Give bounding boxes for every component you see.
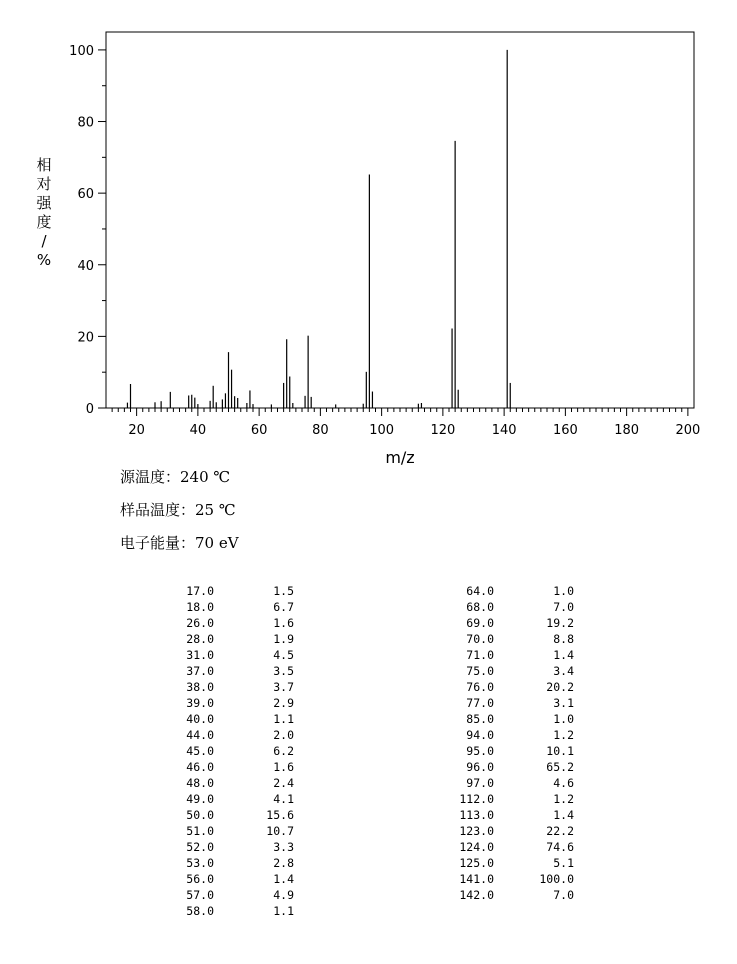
x-tick-label: 60 [250, 423, 268, 438]
peak-intensity: 6.7 [273, 600, 294, 614]
peak-row [459, 759, 574, 775]
peak-intensity: 2.9 [273, 696, 294, 710]
peak-row [179, 823, 294, 839]
peak-row [179, 871, 294, 887]
peak-intensity: 19.2 [546, 616, 574, 630]
peak-mz: 39.0 [186, 696, 214, 710]
peak-mz: 71.0 [466, 648, 494, 662]
peak-intensity: 15.6 [266, 808, 294, 822]
peak-row [179, 759, 294, 775]
peak-mz: 125.0 [459, 856, 494, 870]
y-tick-label: 40 [77, 258, 94, 274]
peak-row [459, 631, 574, 647]
peak-intensity: 1.2 [553, 792, 574, 806]
peak-intensity: 10.7 [266, 824, 294, 838]
peak-row [459, 871, 574, 887]
peak-intensity: 1.4 [553, 808, 574, 822]
peak-mz: 70.0 [466, 632, 494, 646]
peak-row [179, 903, 294, 919]
peak-row [179, 631, 294, 647]
peak-intensity: 1.6 [273, 760, 294, 774]
peak-mz: 68.0 [466, 600, 494, 614]
peak-row [459, 583, 574, 599]
peak-mz: 95.0 [466, 744, 494, 758]
peak-mz: 77.0 [466, 696, 494, 710]
peak-row [459, 615, 574, 631]
peak-intensity: 1.4 [273, 872, 294, 886]
y-tick-label: 80 [77, 115, 94, 131]
y-axis-label: 相对强度/ % [36, 156, 52, 269]
peak-mz: 51.0 [186, 824, 214, 838]
peak-mz: 50.0 [186, 808, 214, 822]
peak-intensity: 4.1 [273, 792, 294, 806]
peak-row [459, 711, 574, 727]
peak-mz: 85.0 [466, 712, 494, 726]
peak-row [459, 743, 574, 759]
peak-mz: 48.0 [186, 776, 214, 790]
peak-intensity: 4.9 [273, 888, 294, 902]
peak-row [179, 615, 294, 631]
peak-mz: 38.0 [186, 680, 214, 694]
peak-mz: 75.0 [466, 664, 494, 678]
peak-row [179, 775, 294, 791]
peak-mz: 26.0 [186, 616, 214, 630]
x-tick-label: 120 [430, 423, 456, 438]
peak-mz: 28.0 [186, 632, 214, 646]
x-tick-label: 40 [189, 423, 207, 438]
peak-intensity: 3.4 [553, 664, 574, 678]
sample-temperature: 样品温度：25 ℃ [120, 501, 236, 519]
peak-mz: 76.0 [466, 680, 494, 694]
peak-mz: 113.0 [459, 808, 494, 822]
mass-spectrum-chart [0, 0, 737, 470]
source-temperature: 源温度：240 ℃ [120, 468, 231, 486]
peak-mz: 37.0 [186, 664, 214, 678]
x-tick-label: 20 [128, 423, 145, 438]
peak-row [179, 807, 294, 823]
peak-mz: 96.0 [466, 760, 494, 774]
plot-frame [106, 32, 694, 408]
y-tick-label: 20 [77, 330, 94, 346]
x-axis-label: m/z [385, 448, 415, 467]
x-tick-label: 140 [491, 423, 517, 438]
peak-mz: 44.0 [186, 728, 214, 742]
peak-mz: 49.0 [186, 792, 214, 806]
peak-intensity: 6.2 [273, 744, 294, 758]
peak-intensity: 1.6 [273, 616, 294, 630]
x-tick-label: 160 [552, 423, 578, 438]
peak-intensity: 2.8 [273, 856, 294, 870]
y-tick-label: 0 [85, 402, 94, 417]
peak-intensity: 1.9 [273, 632, 294, 646]
peak-intensity: 3.1 [553, 696, 574, 710]
peak-row [179, 679, 294, 695]
peak-mz: 53.0 [186, 856, 214, 870]
peak-mz: 141.0 [459, 872, 494, 886]
peak-row [179, 855, 294, 871]
peak-row [179, 711, 294, 727]
peak-row [459, 855, 574, 871]
peak-mz: 57.0 [186, 888, 214, 902]
peak-row [459, 695, 574, 711]
peak-table-left [179, 583, 294, 919]
x-tick-label: 180 [614, 423, 640, 438]
peak-mz: 18.0 [186, 600, 214, 614]
peak-mz: 69.0 [466, 616, 494, 630]
peak-intensity: 1.1 [273, 712, 294, 726]
electron-energy: 电子能量：70 eV [120, 534, 239, 552]
peak-row [179, 663, 294, 679]
peak-row [179, 583, 294, 599]
peak-intensity: 2.0 [273, 728, 294, 742]
peak-mz: 56.0 [186, 872, 214, 886]
peak-intensity: 74.6 [546, 840, 574, 854]
peak-row [179, 839, 294, 855]
peak-row [459, 599, 574, 615]
peak-intensity: 1.5 [273, 584, 294, 598]
peak-row [179, 791, 294, 807]
peak-table-right [459, 583, 574, 903]
peak-intensity: 4.5 [273, 648, 294, 662]
peak-row [459, 791, 574, 807]
peak-row [459, 839, 574, 855]
peak-intensity: 3.3 [273, 840, 294, 854]
peak-row [459, 679, 574, 695]
peak-intensity: 7.0 [553, 888, 574, 902]
peak-row [179, 727, 294, 743]
peak-row [459, 823, 574, 839]
peak-mz: 94.0 [466, 728, 494, 742]
peak-row [179, 599, 294, 615]
peak-intensity: 3.5 [273, 664, 294, 678]
peak-row [459, 807, 574, 823]
peak-row [459, 887, 574, 903]
peak-intensity: 1.0 [553, 712, 574, 726]
x-tick-label: 200 [675, 423, 701, 438]
peak-intensity: 1.1 [273, 904, 294, 918]
peak-row [179, 887, 294, 903]
peak-row [459, 647, 574, 663]
peak-intensity: 4.6 [553, 776, 574, 790]
peak-mz: 45.0 [186, 744, 214, 758]
peak-mz: 40.0 [186, 712, 214, 726]
peak-mz: 52.0 [186, 840, 214, 854]
peak-row [179, 695, 294, 711]
peak-row [179, 743, 294, 759]
peak-mz: 17.0 [186, 584, 214, 598]
peak-row [179, 647, 294, 663]
peak-mz: 124.0 [459, 840, 494, 854]
peak-mz: 46.0 [186, 760, 214, 774]
peak-intensity: 3.7 [273, 680, 294, 694]
peak-mz: 142.0 [459, 888, 494, 902]
spectrum-peaks [127, 50, 510, 408]
axes [69, 32, 700, 438]
y-tick-label: 100 [69, 43, 94, 59]
peak-mz: 64.0 [466, 584, 494, 598]
peak-intensity: 1.2 [553, 728, 574, 742]
peak-row [459, 727, 574, 743]
peak-intensity: 8.8 [553, 632, 574, 646]
peak-intensity: 20.2 [546, 680, 574, 694]
peak-mz: 58.0 [186, 904, 214, 918]
peak-row [459, 775, 574, 791]
peak-mz: 97.0 [466, 776, 494, 790]
x-tick-label: 100 [369, 423, 395, 438]
peak-row [459, 663, 574, 679]
peak-intensity: 2.4 [273, 776, 294, 790]
x-tick-label: 80 [312, 423, 329, 438]
peak-intensity: 100.0 [539, 872, 574, 886]
peak-intensity: 1.4 [553, 648, 574, 662]
peak-mz: 31.0 [186, 648, 214, 662]
peak-mz: 112.0 [459, 792, 494, 806]
peak-intensity: 7.0 [553, 600, 574, 614]
peak-intensity: 1.0 [553, 584, 574, 598]
peak-intensity: 10.1 [546, 744, 574, 758]
peak-mz: 123.0 [459, 824, 494, 838]
peak-intensity: 22.2 [546, 824, 574, 838]
y-tick-label: 60 [77, 187, 94, 203]
peak-intensity: 65.2 [546, 760, 574, 774]
peak-intensity: 5.1 [553, 856, 574, 870]
